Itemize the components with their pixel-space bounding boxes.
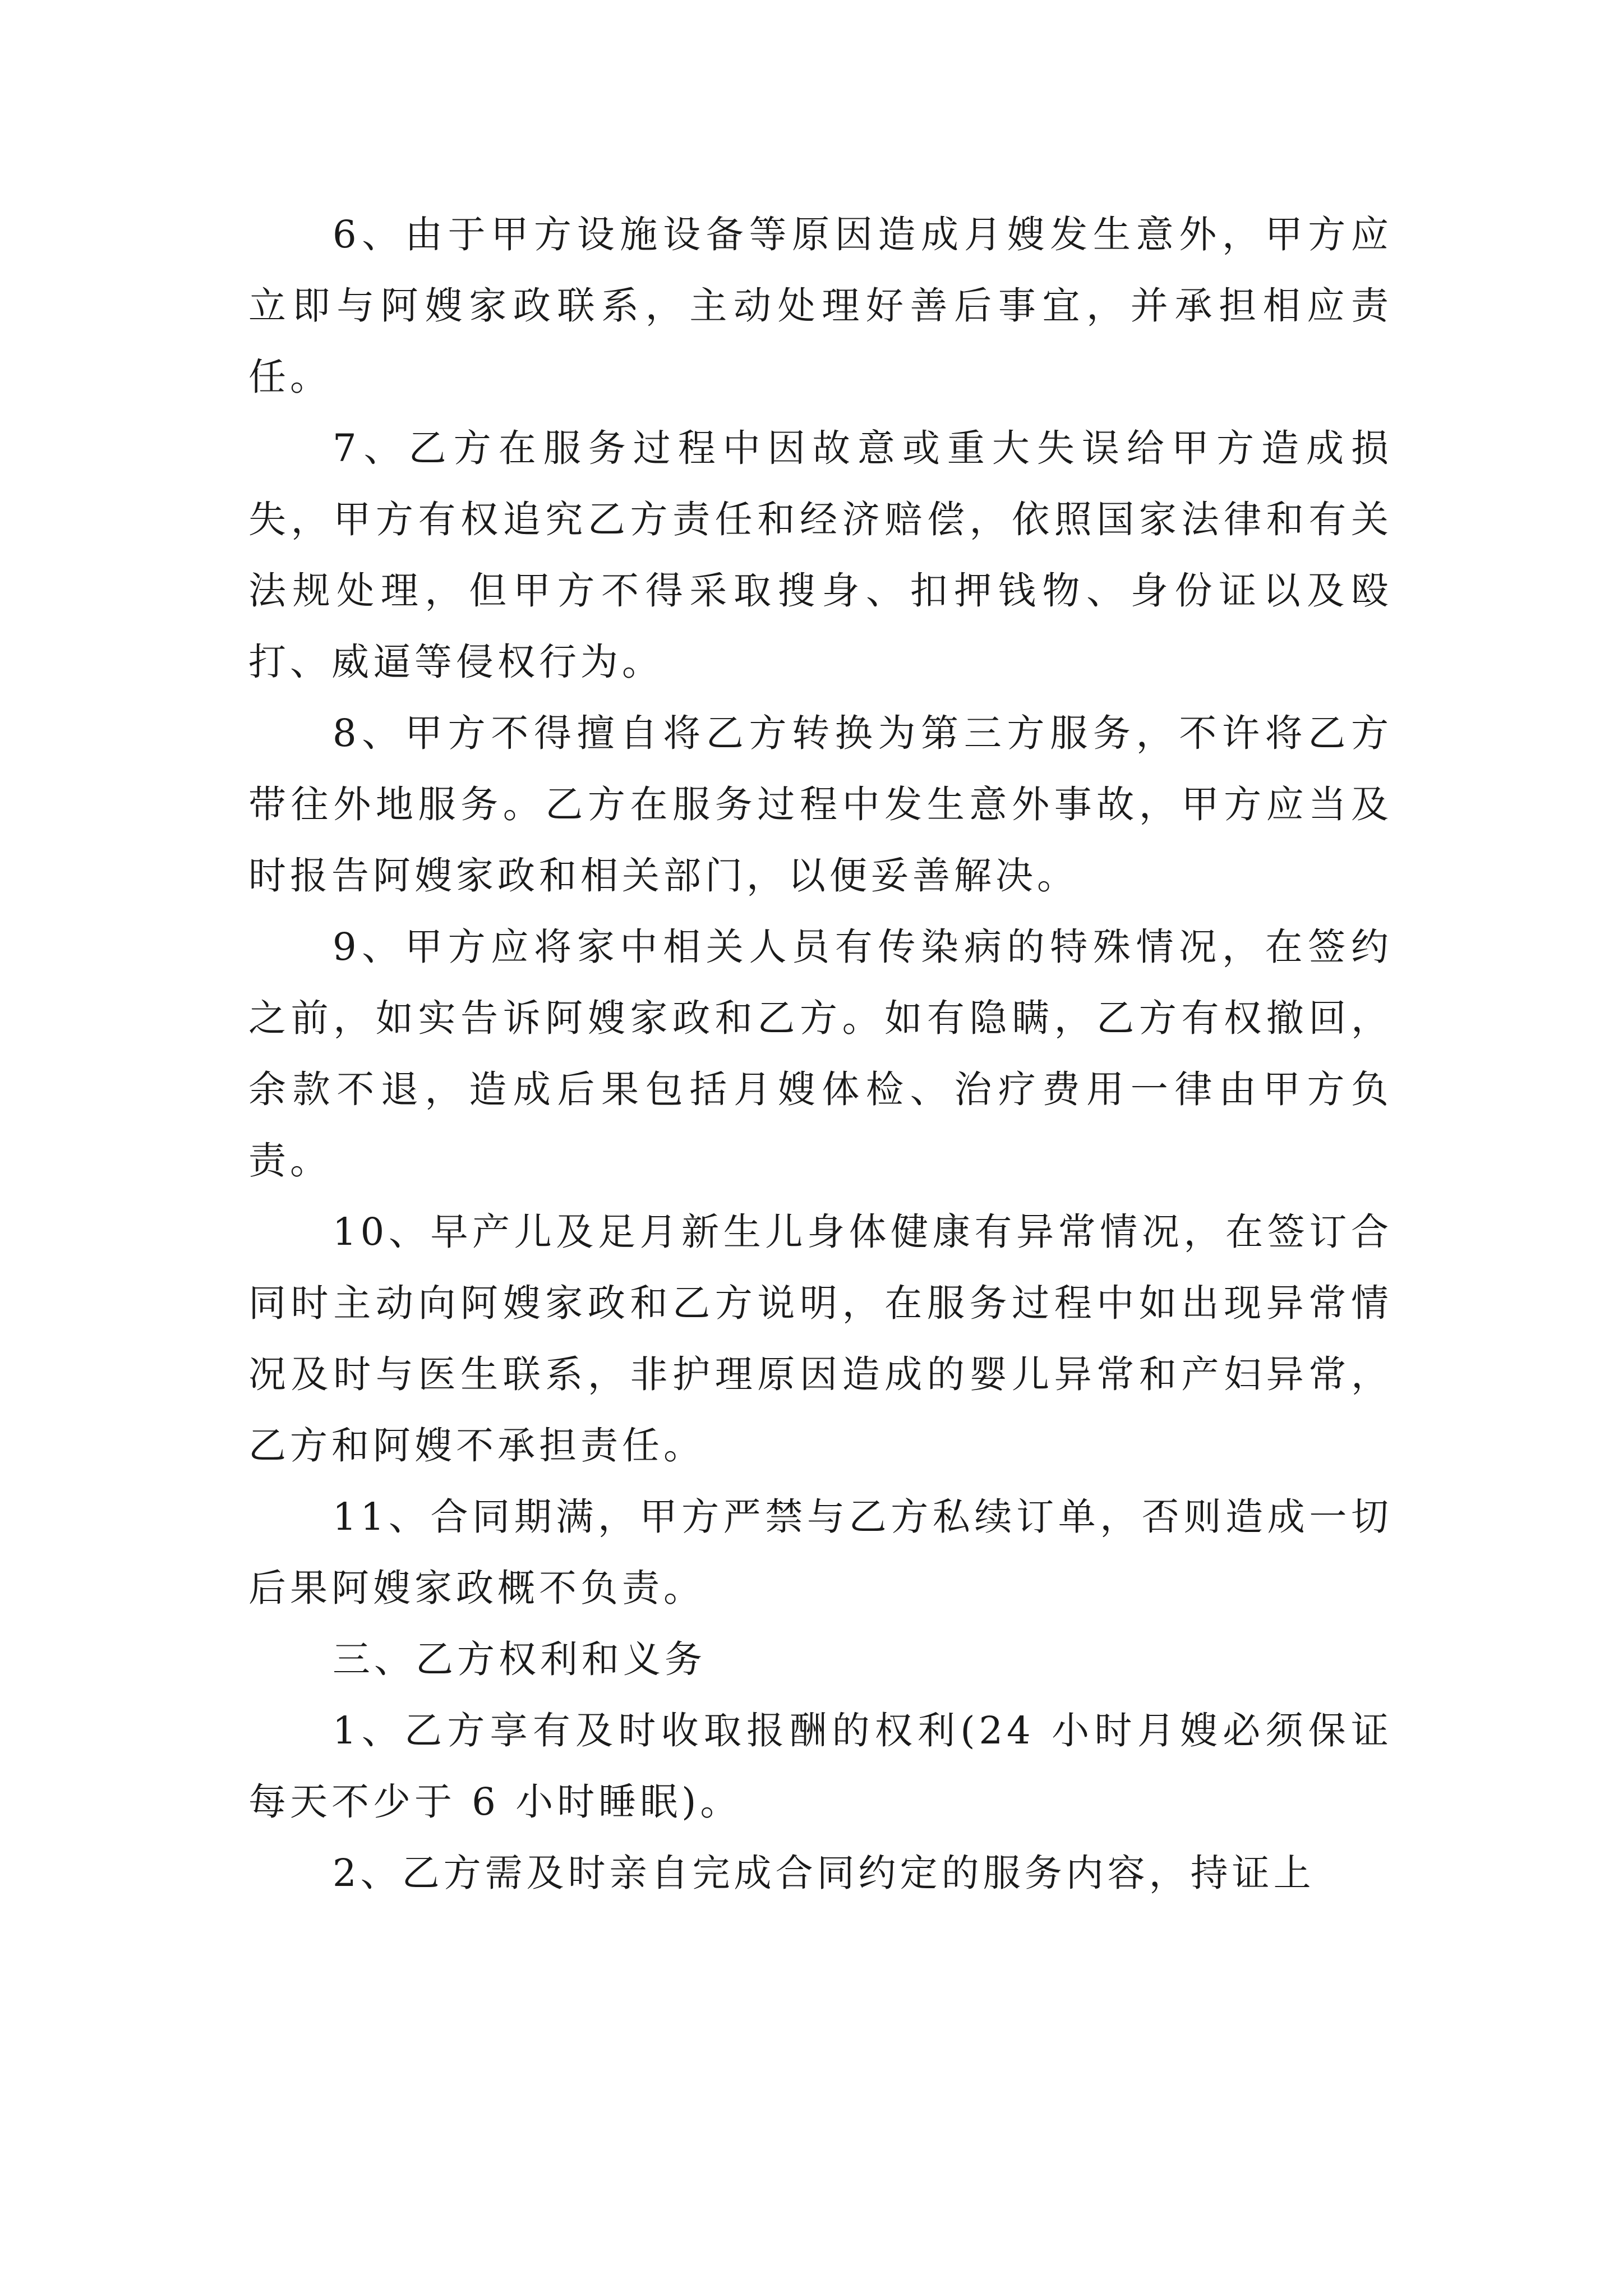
document-body <box>248 199 1393 1909</box>
clause-paragraph: 11、合同期满，甲方严禁与乙方私续订单，否则造成一切后果阿嫂家政概不负责。 <box>248 1495 1393 1610</box>
clause-paragraph: 2、乙方需及时亲自完成合同约定的服务内容，持证上 <box>333 1851 1315 1895</box>
clause-paragraph: 8、甲方不得擅自将乙方转换为第三方服务，不许将乙方带往外地服务。乙方在服务过程中发生意外事故，甲方应当及时报告阿嫂家政和相关部门，以便妥善解决。 <box>248 711 1393 898</box>
clause-paragraph: 7、乙方在服务过程中因故意或重大失误给甲方造成损失，甲方有权追究乙方责任和经济赔偿，依照国家法律和有关法规处理，但甲方不得采取搜身、扣押钱物、身份证以及殴打、威逼等侵权行为。 <box>248 426 1393 684</box>
clause-paragraph: 10、早产儿及足月新生儿身体健康有异常情况，在签订合同时主动向阿嫂家政和乙方说明，在服务过程中如出现异常情况及时与医生联系，非护理原因造成的婴儿异常和产妇异常，乙方和阿嫂不承担责任。 <box>248 1210 1393 1467</box>
clause-paragraph: 1、乙方享有及时收取报酬的权利(24 小时月嫂必须保证每天不少于 6 小时睡眠)。 <box>248 1709 1393 1824</box>
clause-paragraph: 6、由于甲方设施设备等原因造成月嫂发生意外，甲方应立即与阿嫂家政联系，主动处理好善后事宜，并承担相应责任。 <box>248 213 1393 399</box>
clause-paragraph: 9、甲方应将家中相关人员有传染病的特殊情况，在签约之前，如实告诉阿嫂家政和乙方。如有隐瞒，乙方有权撤回，余款不退，造成后果包括月嫂体检、治疗费用一律由甲方负责。 <box>248 925 1393 1182</box>
section-heading: 三、乙方权利和义务 <box>333 1637 706 1681</box>
